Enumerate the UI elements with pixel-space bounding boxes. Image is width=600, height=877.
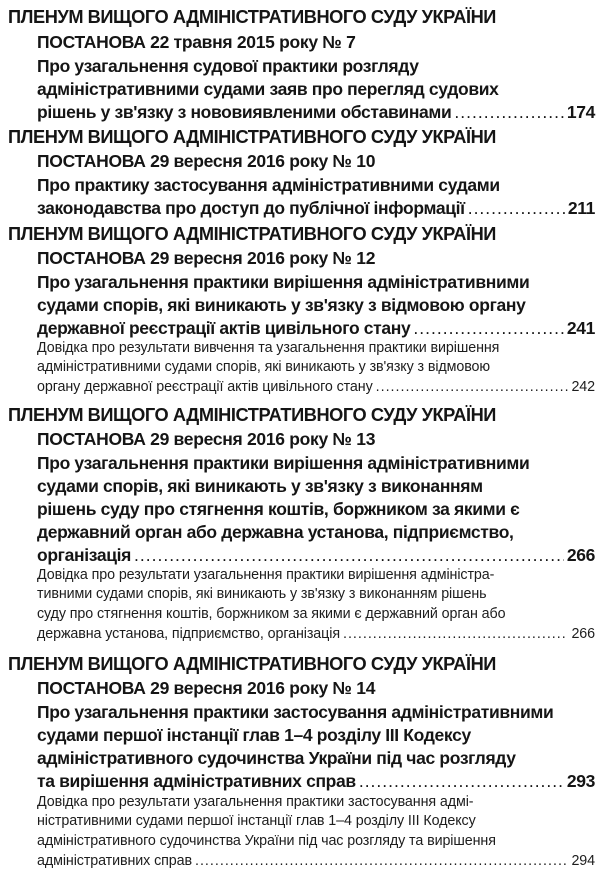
note-line: адміністративного судочинства України під час розгляду та вирішення: [37, 833, 496, 849]
dot-leader: [454, 101, 563, 123]
resolution-title-line: рішень суду про стягнення коштів, боржником за якими є: [37, 499, 520, 519]
page-number: 266: [571, 626, 595, 642]
toc-entry-leader: [37, 197, 595, 219]
note-line: державна установа, підприємство, організація: [37, 626, 340, 642]
note-line: Довідка про результати узагальнення практики застосування адмі-: [37, 794, 474, 810]
page-number: 211: [567, 198, 595, 218]
note-entry-leader: [37, 625, 595, 644]
note-line: адміністративними судами спорів, які виникають у зв'язку з відмовою: [37, 359, 491, 375]
dot-leader: [359, 770, 564, 792]
section-heading: ПЛЕНУМ ВИЩОГО АДМІНІСТРАТИВНОГО СУДУ УКРАЇНИ: [8, 223, 496, 244]
page-number: 266: [566, 545, 595, 565]
page-number: 293: [566, 771, 595, 791]
resolution-title-line: судами спорів, які виникають у зв'язку з відмовою органу: [37, 295, 526, 315]
note-entry-leader: [37, 378, 595, 397]
note-line: ністративними судами першої інстанції глав 1–4 розділу III Кодексу: [37, 813, 476, 829]
note-line: Довідка про результати вивчення та узагальнення практики вирішення: [37, 340, 500, 356]
section-heading: ПЛЕНУМ ВИЩОГО АДМІНІСТРАТИВНОГО СУДУ УКРАЇНИ: [8, 6, 496, 27]
resolution-title-line: адміністративними судами заяв про перегляд судових: [37, 79, 499, 99]
toc-entry-leader: [37, 101, 595, 123]
resolution-title-line: законодавства про доступ до публічної інформації: [37, 198, 465, 218]
page-number: 294: [571, 853, 595, 869]
note-line: адміністративних справ: [37, 853, 192, 869]
resolution-title-line: та вирішення адміністративних справ: [37, 771, 356, 791]
resolution-title-line: адміністративного судочинства України під час розгляду: [37, 748, 516, 768]
toc-entry-leader: [37, 770, 595, 792]
section-heading: ПЛЕНУМ ВИЩОГО АДМІНІСТРАТИВНОГО СУДУ УКРАЇНИ: [8, 126, 496, 147]
page-number: 242: [571, 379, 595, 395]
resolution-line: ПОСТАНОВА 29 вересня 2016 року № 14: [37, 678, 376, 698]
note-entry-leader: [37, 852, 595, 871]
dot-leader: [413, 317, 563, 339]
resolution-title-line: Про узагальнення практики вирішення адміністративними: [37, 453, 530, 473]
toc-entry-leader: [37, 317, 595, 339]
resolution-title-line: судами першої інстанції глав 1–4 розділу III Кодексу: [37, 725, 471, 745]
resolution-title-line: державний орган або державна установа, підприємство,: [37, 522, 514, 542]
resolution-line: ПОСТАНОВА 22 травня 2015 року № 7: [37, 32, 356, 52]
resolution-line: ПОСТАНОВА 29 вересня 2016 року № 13: [37, 429, 376, 449]
dot-leader: [134, 544, 564, 566]
resolution-title-line: Про узагальнення практики вирішення адміністративними: [37, 272, 530, 292]
dot-leader: [343, 625, 568, 644]
page-number: 241: [566, 318, 595, 338]
resolution-title-line: судами спорів, які виникають у зв'язку з виконанням: [37, 476, 483, 496]
section-heading: ПЛЕНУМ ВИЩОГО АДМІНІСТРАТИВНОГО СУДУ УКРАЇНИ: [8, 653, 496, 674]
resolution-title-line: організація: [37, 545, 132, 565]
page-number: 174: [566, 102, 595, 122]
resolution-title-line: Про узагальнення судової практики розгляду: [37, 56, 419, 76]
toc-entry-leader: [37, 544, 595, 566]
dot-leader: [195, 852, 568, 871]
resolution-line: ПОСТАНОВА 29 вересня 2016 року № 10: [37, 151, 376, 171]
dot-leader: [468, 197, 565, 219]
note-line: суду про стягнення коштів, боржником за якими є державний орган або: [37, 606, 506, 622]
resolution-line: ПОСТАНОВА 29 вересня 2016 року № 12: [37, 248, 376, 268]
dot-leader: [376, 378, 569, 397]
resolution-title-line: державної реєстрації актів цивільного стану: [37, 318, 411, 338]
note-line: органу державної реєстрації актів цивільного стану: [37, 379, 373, 395]
resolution-title-line: Про практику застосування адміністративними судами: [37, 175, 500, 195]
resolution-title-line: Про узагальнення практики застосування адміністративними: [37, 702, 554, 722]
note-line: тивними судами спорів, які виникають у зв'язку з виконанням рішень: [37, 586, 487, 602]
section-heading: ПЛЕНУМ ВИЩОГО АДМІНІСТРАТИВНОГО СУДУ УКРАЇНИ: [8, 404, 496, 425]
resolution-title-line: рішень у зв'язку з нововиявленими обставинами: [37, 102, 452, 122]
note-line: Довідка про результати узагальнення практики вирішення адміністра-: [37, 567, 495, 583]
